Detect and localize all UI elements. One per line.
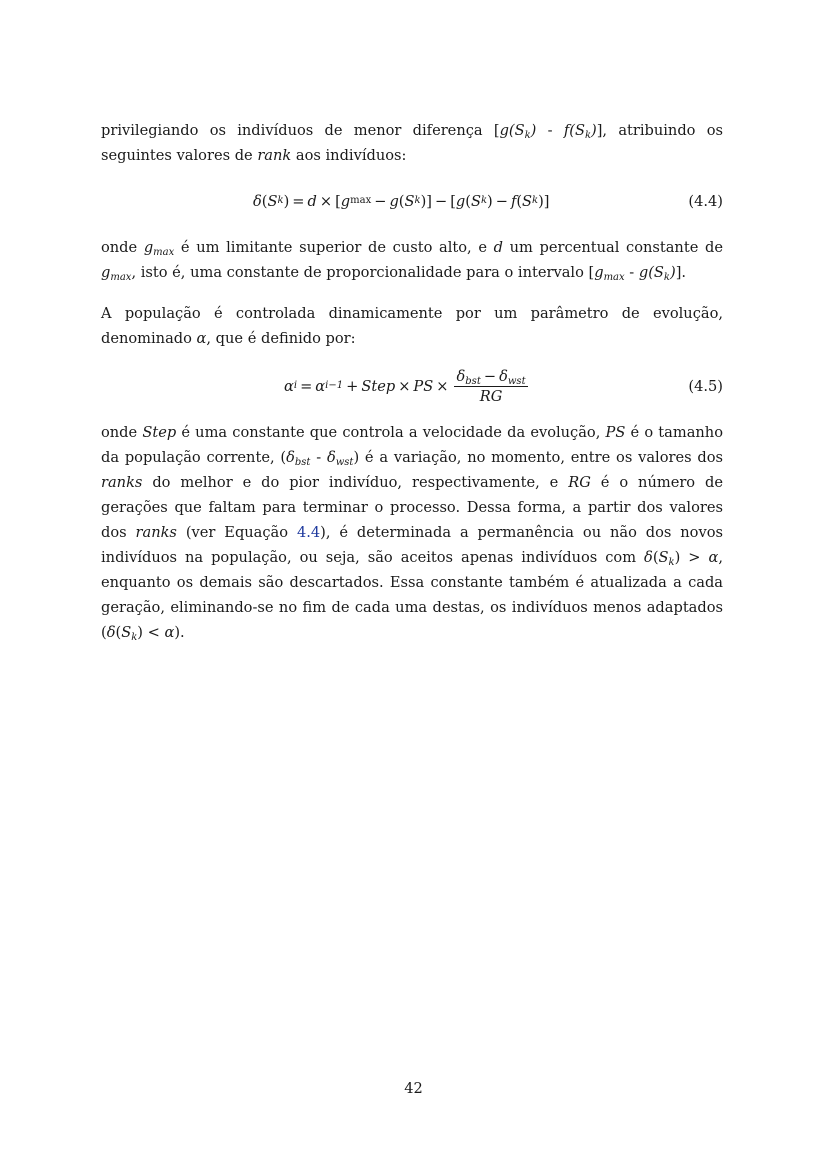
equation-4-4-body: δ ( S k ) = d × [ g max − g ( S k )] − [ g ( S k ) − f ( S k )]: [253, 192, 550, 210]
equation-4-5: [101, 366, 723, 406]
equation-4-5-number: (4.5): [688, 377, 723, 395]
equation-4-4: [101, 181, 723, 221]
paragraph-gmax: onde $g_{max}$ é um limitante superior de custo alto, e d um percentual constante de $g_{max}$, isto é, uma constante de proporcionalidade para o intervalo $[g_{max} - g(S_k)]$.: [101, 239, 723, 283]
paragraph-population: A população é controlada dinamicamente por um parâmetro de evolução, denominado α, que é definido por:: [101, 305, 723, 347]
paragraph-intro: privilegiando os indivíduos de menor diferença $[g(S_k) - f(S_k)]$, atribuindo os seguintes valores de rank aos indivíduos:: [101, 122, 724, 164]
equation-4-5-body: α i = α i−1 + Step × PS × $\frac{\delta_{bst} - \delta_{wst}}{RG}$: [284, 367, 526, 405]
equation-4-4-number: (4.4): [688, 192, 723, 210]
equation-4-5-fraction: $\frac{\delta_{bst} - \delta_{wst}}{RG}$: [456, 367, 526, 405]
equation-4-4-link[interactable]: 4.4: [296, 524, 321, 541]
paragraph-step: onde Step é uma constante que controla a velocidade da evolução, PS é o tamanho da população corrente, $(\delta_{bst} - \delta_{wst})$ é a variação, no momento, entre os valores dos ranks do melhor e do pior indivíduo, respectivamente, e RG é o número de gerações que faltam para terminar o processo. Dessa forma, a partir dos valores dos ranks (ver Equação 4.4), é determinada a permanência ou não dos novos indivíduos na população, ou seja, são aceitos apenas indivíduos com $\delta(S_k) > \alpha$, enquanto os demais são descartados. Essa constante também é atualizada a cada geração, eliminando-se no fim de cada uma destas, os indivíduos menos adaptados $(\delta(S_k) < \alpha)$.: [101, 424, 723, 643]
page-number: 42: [404, 1080, 423, 1097]
